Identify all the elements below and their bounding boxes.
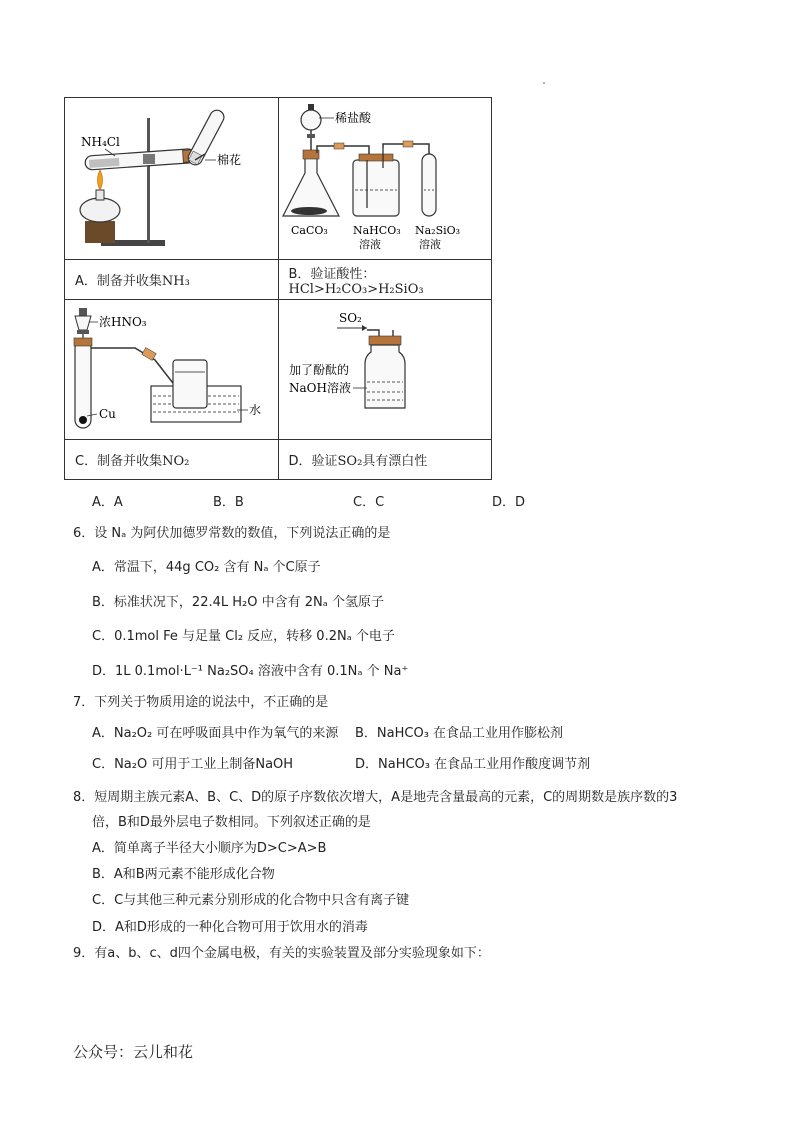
q5-option-d[interactable]: D．D (492, 495, 526, 510)
caption-b-text: B．验证酸性： (288, 266, 376, 282)
figure-b-drawing (279, 98, 491, 255)
caption-d-formula: SO₂ (337, 454, 363, 469)
alcohol-lamp (80, 198, 120, 222)
caption-a-formula: NH₃ (161, 274, 190, 289)
label-na2sio3-sol: 溶液 (418, 238, 441, 251)
figure-d-drawing (279, 300, 491, 435)
caption-c-formula: NO₂ (162, 454, 190, 469)
label-so2: SO₂ (338, 311, 362, 325)
caption-a-text: A．制备并收集 (75, 274, 162, 289)
reaction-tube (75, 340, 91, 428)
q5-option-c[interactable]: C．C (353, 495, 385, 510)
wooden-block (85, 221, 115, 243)
apparatus-table (64, 97, 492, 480)
funnel-body (75, 316, 91, 330)
q9-stem: 9．有a、b、c、d四个金属电极，有关的实验装置及部分实验现象如下： (73, 946, 490, 961)
label-acid: 稀盐酸 (334, 111, 371, 125)
flame (98, 170, 103, 190)
wash-bottle (353, 160, 399, 216)
funnel-cap (308, 104, 314, 110)
bottle-stopper-d (369, 336, 401, 345)
q6-stem: 6．设 Nₐ 为阿伏加德罗常数的数值，下列说法正确的是 (73, 526, 391, 541)
caco3-solid (291, 207, 327, 215)
q5-option-b[interactable]: B．B (213, 495, 244, 510)
figure-c-drawing (65, 300, 277, 435)
label-nahco3: NaHCO₃ (352, 224, 401, 237)
stand-rod (147, 118, 150, 243)
figure-a (65, 98, 279, 260)
label-hno3: 浓HNO₃ (99, 315, 147, 329)
q7-option-d[interactable]: D．NaHCO₃ 在食品工业用作酸度调节剂 (355, 757, 591, 772)
lamp-wick-holder (96, 190, 104, 200)
funnel-bulb (301, 110, 321, 130)
copper (79, 416, 87, 424)
label-solution-1: 加了酚酞的 (288, 363, 349, 377)
label-nh4cl: NH₄Cl (81, 135, 120, 149)
caption-a (65, 260, 279, 300)
caption-d-text: D．验证 (288, 454, 338, 469)
figure-a-drawing (65, 98, 277, 255)
label-cu: Cu (99, 407, 116, 421)
q6-option-d[interactable]: D．1L 0.1mol·L⁻¹ Na₂SO₄ 溶液中含有 0.1Nₐ 个 Na⁺ (92, 664, 409, 679)
q6-option-a[interactable]: A．常温下，44g CO₂ 含有 Nₐ 个C原子 (92, 560, 321, 575)
caption-b-formula: HCl>H₂CO₃>H₂SiO₃ (288, 281, 424, 297)
q8-option-d[interactable]: D．A和D形成的一种化合物可用于饮用水的消毒 (92, 920, 368, 935)
q7-stem: 7．下列关于物质用途的说法中，不正确的是 (73, 695, 329, 710)
q8-option-c[interactable]: C．C与其他三种元素分别形成的化合物中只含有离子键 (92, 893, 410, 908)
funnel-top (79, 308, 87, 316)
q5-option-a[interactable]: A．A (92, 495, 123, 510)
stray-dot (543, 82, 545, 84)
q6-option-c[interactable]: C．0.1mol Fe 与足量 Cl₂ 反应，转移 0.2Nₐ 个电子 (92, 629, 395, 644)
q7-option-b[interactable]: B．NaHCO₃ 在食品工业用作膨松剂 (355, 726, 564, 741)
footer-watermark: 公众号：云儿和花 (73, 1043, 194, 1061)
caption-d (278, 440, 492, 480)
caption-d-suffix: 具有漂白性 (362, 454, 428, 469)
wash-bottle-d (365, 345, 405, 408)
q6-option-b[interactable]: B．标准状况下，22.4L H₂O 中含有 2Nₐ 个氢原子 (92, 595, 384, 610)
q8-stem-line2: 倍，B和D最外层电子数相同。下列叙述正确的是 (92, 815, 371, 830)
label-solution-2: NaOH溶液 (288, 381, 351, 395)
label-caco3: CaCO₃ (290, 224, 328, 237)
label-nahco3-sol: 溶液 (358, 238, 381, 251)
q8-option-a[interactable]: A．简单离子半径大小顺序为D>C>A>B (92, 841, 327, 856)
q8-stem-line1: 8．短周期主族元素A、B、C、D的原子序数依次增大，A是地壳含量最高的元素，C的周期数是族序数的3 (73, 790, 678, 805)
q7-option-a[interactable]: A．Na₂O₂ 可在呼吸面具中作为氧气的来源 (92, 726, 339, 741)
caption-c (65, 440, 279, 480)
q7-option-c[interactable]: C．Na₂O 可用于工业上制备NaOH (92, 757, 294, 772)
figure-c (65, 300, 279, 440)
label-cotton: 棉花 (217, 153, 242, 167)
gas-jar (173, 360, 207, 408)
label-na2sio3: Na₂SiO₃ (414, 224, 460, 237)
figure-b (278, 98, 492, 260)
label-water: 水 (249, 403, 262, 417)
caption-c-text: C．制备并收集 (75, 454, 163, 469)
caption-b (278, 260, 492, 300)
q8-option-b[interactable]: B．A和B两元素不能形成化合物 (92, 867, 275, 882)
clamp (143, 154, 155, 164)
figure-d (278, 300, 492, 440)
test-tube-b (422, 154, 436, 216)
stopcock (307, 134, 315, 138)
bottle-stopper (359, 154, 393, 161)
